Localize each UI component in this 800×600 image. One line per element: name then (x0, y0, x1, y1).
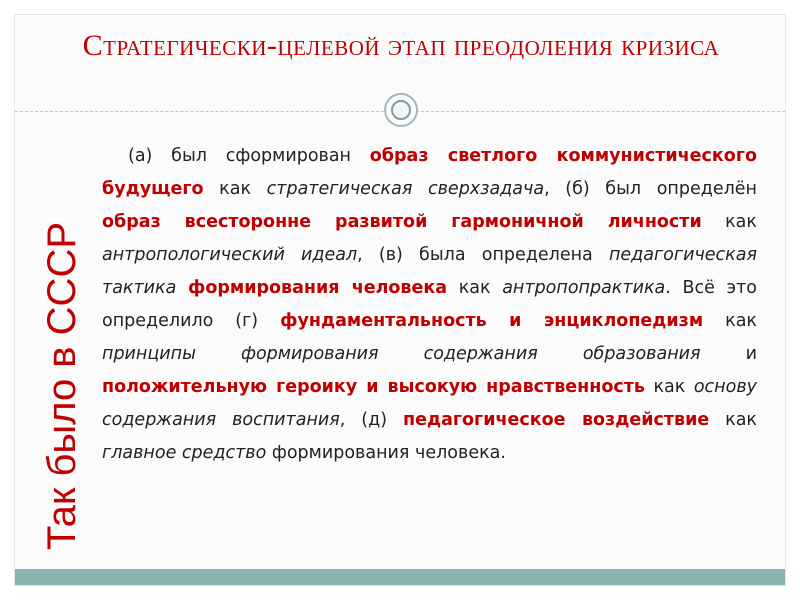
plain-text: как (644, 377, 694, 397)
footer-bar (15, 569, 785, 585)
circle-ornament-icon (384, 93, 418, 127)
circle-ornament-inner (391, 100, 411, 120)
italic-text: стратегическая сверхзадача (266, 179, 545, 199)
highlight-text: формирования человека (188, 278, 448, 298)
body-paragraph (102, 140, 757, 470)
highlight-text: педагогическое воздействие (402, 410, 710, 430)
highlight-text: образ всесторонне развитой гармоничной личности (102, 212, 702, 232)
plain-text: , (б) был определён (544, 179, 757, 199)
plain-text: и (700, 344, 757, 364)
plain-text: , (д) (339, 410, 403, 430)
highlight-text: образ светлого коммунистического будущего (102, 146, 757, 199)
plain-text: , (в) была определена (357, 245, 609, 265)
italic-text: принципы формирования содержания образования (102, 344, 701, 364)
plain-text: как (203, 179, 267, 199)
italic-text: антропопрактика (502, 278, 666, 298)
plain-text: как (447, 278, 503, 298)
plain-text: формирования человека. (266, 443, 506, 463)
plain-text: как (703, 311, 757, 331)
slide (14, 14, 786, 586)
plain-text: . Всё это определило (г) (102, 278, 757, 331)
highlight-text: фундаментальность и энциклопедизм (280, 311, 704, 331)
plain-text: как (709, 410, 757, 430)
side-label: Так было в СССР (40, 221, 84, 550)
highlight-text: положительную героику и высокую нравственность (102, 377, 645, 397)
italic-text: главное средство (102, 443, 267, 463)
italic-text: антропологический идеал (102, 245, 358, 265)
plain-text (176, 278, 188, 298)
plain-text: как (701, 212, 757, 232)
plain-text: (а) был сформирован (128, 146, 370, 166)
italic-text: основу содержания воспитания (102, 377, 757, 430)
italic-text: педагогическая тактика (102, 245, 757, 298)
slide-title: Стратегически-целевой этап преодоления кризиса (82, 29, 720, 62)
